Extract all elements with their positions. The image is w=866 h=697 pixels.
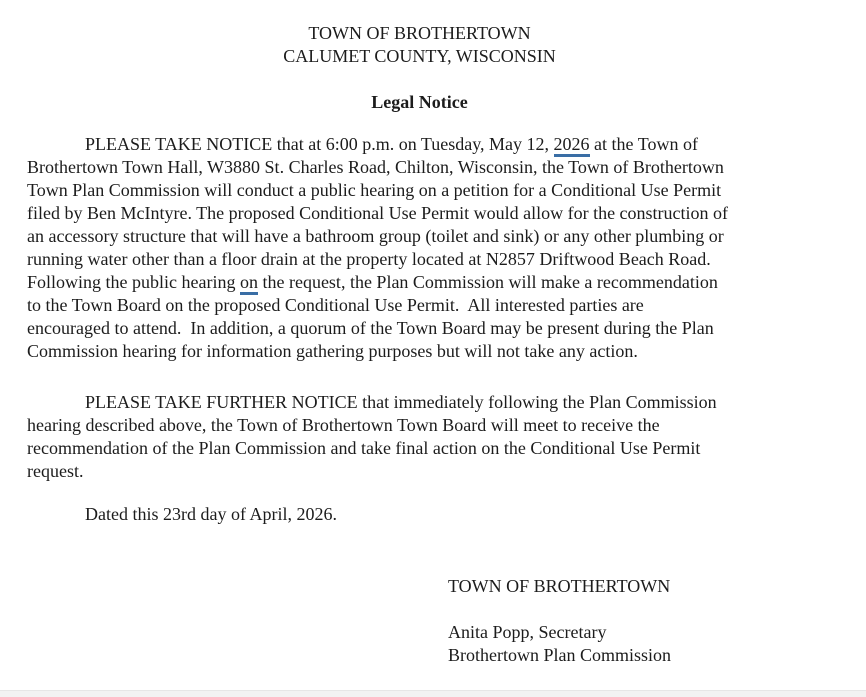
text-segment: PLEASE TAKE NOTICE that at 6:00 p.m. on Tuesday, May 12, — [85, 134, 554, 154]
text-line: PLEASE TAKE FURTHER NOTICE that immediately following the Plan Commission — [85, 392, 717, 412]
text-segment: at the Town of — [589, 134, 698, 154]
text-line: encouraged to attend. In addition, a quorum of the Town Board may be present during the Plan — [27, 318, 714, 338]
town-name-heading: TOWN OF BROTHERTOWN — [308, 23, 531, 43]
text-line — [27, 271, 812, 294]
text-line: Brothertown Town Hall, W3880 St. Charles Road, Chilton, Wisconsin, the Town of Brothertown — [27, 157, 724, 177]
dated-line: Dated this 23rd day of April, 2026. — [85, 504, 337, 524]
text-line: an accessory structure that will have a bathroom group (toilet and sink) or any other plumbing or — [27, 226, 724, 246]
paragraph-further-notice — [27, 391, 812, 483]
text-segment: Following the public hearing — [27, 272, 240, 292]
text-line: filed by Ben McIntyre. The proposed Conditional Use Permit would allow for the construction of — [27, 203, 729, 223]
text-line: request. — [27, 461, 84, 481]
document-header — [27, 22, 812, 114]
signature-name-title: Anita Popp, Secretary — [448, 622, 607, 642]
text-line: hearing described above, the Town of Brothertown Town Board will meet to receive the — [27, 415, 660, 435]
signature-organization: TOWN OF BROTHERTOWN — [448, 576, 671, 596]
signature-spacer — [448, 598, 812, 621]
grammar-flagged-word[interactable]: on — [239, 272, 258, 292]
document-content — [27, 22, 812, 667]
county-state-heading: CALUMET COUNTY, WISCONSIN — [283, 46, 556, 66]
signature-committee: Brothertown Plan Commission — [448, 645, 672, 665]
notice-title: Legal Notice — [371, 92, 468, 112]
text-line: Town Plan Commission will conduct a public hearing on a petition for a Conditional Use Permit — [27, 180, 722, 200]
text-line — [27, 133, 812, 156]
signature-block — [448, 575, 812, 667]
text-line: Commission hearing for information gathering purposes but will not take any action. — [27, 341, 638, 361]
paragraph-public-hearing — [27, 133, 812, 363]
bottom-bar — [0, 690, 866, 697]
text-segment: the request, the Plan Commission will make a recommendation — [257, 272, 718, 292]
dated-line-block — [27, 503, 812, 526]
text-line: running water other than a floor drain at the property located at N2857 Driftwood Beach Road. — [27, 249, 711, 269]
text-line: to the Town Board on the proposed Conditional Use Permit. All interested parties are — [27, 295, 644, 315]
text-line: recommendation of the Plan Commission and take final action on the Conditional Use Permit — [27, 438, 701, 458]
grammar-flagged-word[interactable]: 2026 — [553, 134, 590, 154]
